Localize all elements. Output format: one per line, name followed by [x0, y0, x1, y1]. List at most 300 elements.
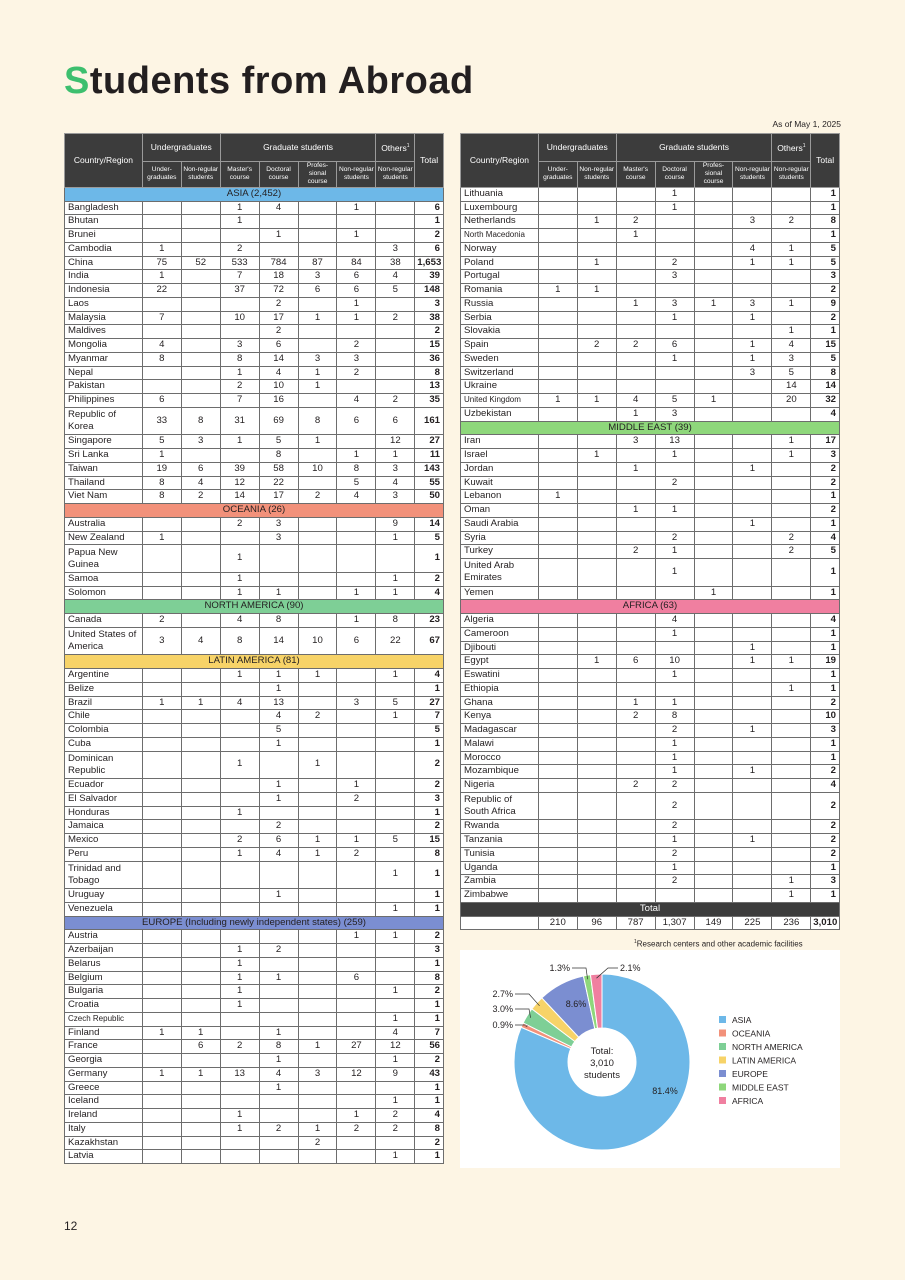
- value-cell: 1: [655, 696, 694, 710]
- value-cell: [298, 545, 337, 573]
- value-cell: [577, 366, 616, 380]
- value-cell: [577, 435, 616, 449]
- value-cell: [376, 806, 415, 820]
- country-name: Chile: [65, 710, 143, 724]
- value-cell: [376, 724, 415, 738]
- value-cell: 10: [220, 311, 259, 325]
- value-cell: 4: [220, 696, 259, 710]
- table-row: [65, 311, 444, 325]
- table-row: [461, 435, 840, 449]
- total-cell: 56: [415, 1040, 444, 1054]
- value-cell: 8: [655, 710, 694, 724]
- value-cell: [220, 682, 259, 696]
- value-cell: 17: [259, 490, 298, 504]
- legend-swatch: [719, 1043, 726, 1050]
- value-cell: [376, 380, 415, 394]
- value-cell: [142, 889, 181, 903]
- value-cell: [694, 751, 733, 765]
- value-cell: 1: [376, 586, 415, 600]
- value-cell: [577, 380, 616, 394]
- total-cell: 8: [811, 366, 840, 380]
- total-cell: 1: [811, 737, 840, 751]
- value-cell: 1: [655, 545, 694, 559]
- value-cell: 4: [655, 614, 694, 628]
- value-cell: [298, 820, 337, 834]
- value-cell: 1: [220, 669, 259, 683]
- header-others: [376, 134, 415, 162]
- value-cell: [298, 1109, 337, 1123]
- value-cell: [577, 682, 616, 696]
- header-others-mark: 1: [802, 143, 806, 149]
- page-number: 12: [64, 1219, 78, 1233]
- value-cell: [181, 1081, 220, 1095]
- value-cell: 2: [655, 724, 694, 738]
- table-row: [65, 449, 444, 463]
- table-row: [461, 284, 840, 298]
- value-cell: [577, 242, 616, 256]
- value-cell: [181, 366, 220, 380]
- value-cell: [142, 325, 181, 339]
- total-cell: 15: [415, 339, 444, 353]
- value-cell: [616, 449, 655, 463]
- value-cell: 3: [733, 366, 772, 380]
- region-row: [65, 504, 444, 518]
- value-cell: [298, 696, 337, 710]
- table-row: [461, 820, 840, 834]
- value-cell: [220, 1054, 259, 1068]
- value-cell: 1: [376, 861, 415, 889]
- value-cell: 1: [220, 1122, 259, 1136]
- value-cell: 2: [772, 531, 811, 545]
- value-cell: 58: [259, 462, 298, 476]
- value-cell: [337, 517, 376, 531]
- value-cell: [376, 971, 415, 985]
- country-name: Sri Lanka: [65, 449, 143, 463]
- value-cell: 3: [655, 407, 694, 421]
- value-cell: [538, 462, 577, 476]
- country-name: Malawi: [461, 737, 539, 751]
- value-cell: [772, 614, 811, 628]
- total-cell: 14: [811, 380, 840, 394]
- value-cell: [142, 1150, 181, 1164]
- value-cell: 1: [337, 229, 376, 243]
- value-cell: [538, 875, 577, 889]
- value-cell: 2: [337, 339, 376, 353]
- value-cell: [181, 572, 220, 586]
- value-cell: 1: [616, 462, 655, 476]
- table-row: [461, 765, 840, 779]
- value-cell: 5: [376, 834, 415, 848]
- total-cell: 14: [415, 517, 444, 531]
- table-row: [65, 614, 444, 628]
- header-sub-4: Profes-sional course: [694, 161, 733, 187]
- country-name: Nepal: [65, 366, 143, 380]
- value-cell: [616, 476, 655, 490]
- value-cell: [772, 586, 811, 600]
- value-cell: [538, 366, 577, 380]
- value-cell: 1: [772, 449, 811, 463]
- value-cell: [694, 311, 733, 325]
- value-cell: [181, 380, 220, 394]
- value-cell: [538, 476, 577, 490]
- value-cell: [538, 889, 577, 903]
- value-cell: [772, 751, 811, 765]
- value-cell: [655, 517, 694, 531]
- value-cell: 22: [259, 476, 298, 490]
- title-first-letter: S: [64, 60, 90, 102]
- value-cell: 1: [376, 1095, 415, 1109]
- value-cell: [298, 957, 337, 971]
- value-cell: 4: [337, 394, 376, 408]
- value-cell: [142, 1054, 181, 1068]
- table-row: [461, 779, 840, 793]
- total-cell: 3: [811, 875, 840, 889]
- total-cell: 43: [415, 1067, 444, 1081]
- donut-chart: [460, 950, 840, 1168]
- value-cell: 4: [142, 339, 181, 353]
- value-cell: [220, 737, 259, 751]
- value-cell: 1: [577, 284, 616, 298]
- table-row: [461, 669, 840, 683]
- value-cell: [298, 242, 337, 256]
- table-row: [65, 834, 444, 848]
- value-cell: [772, 270, 811, 284]
- value-cell: 87: [298, 256, 337, 270]
- value-cell: [220, 449, 259, 463]
- value-cell: 3: [655, 297, 694, 311]
- value-cell: 1: [298, 1122, 337, 1136]
- value-cell: [181, 724, 220, 738]
- value-cell: [655, 462, 694, 476]
- value-cell: [733, 531, 772, 545]
- students-table-left: [64, 133, 444, 1164]
- total-cell: 67: [415, 627, 444, 655]
- table-row: [65, 270, 444, 284]
- value-cell: [655, 380, 694, 394]
- value-cell: 39: [220, 462, 259, 476]
- value-cell: [538, 614, 577, 628]
- value-cell: [142, 971, 181, 985]
- total-cell: 1: [811, 490, 840, 504]
- value-cell: 1: [259, 229, 298, 243]
- value-cell: [772, 462, 811, 476]
- value-cell: [733, 187, 772, 201]
- country-name: Trinidad and Tobago: [65, 861, 143, 889]
- value-cell: 1: [220, 1109, 259, 1123]
- value-cell: [577, 187, 616, 201]
- value-cell: [772, 765, 811, 779]
- center-label: 3,010: [590, 1058, 614, 1069]
- table-row: [65, 669, 444, 683]
- value-cell: 2: [616, 710, 655, 724]
- value-cell: [142, 792, 181, 806]
- table-row: [65, 201, 444, 215]
- country-name: Malaysia: [65, 311, 143, 325]
- value-cell: 69: [259, 407, 298, 435]
- country-name: Tunisia: [461, 847, 539, 861]
- total-cell: 2: [811, 834, 840, 848]
- value-cell: 5: [772, 366, 811, 380]
- value-cell: 1: [259, 1081, 298, 1095]
- header-sub-6: Non-regular students: [772, 161, 811, 187]
- value-cell: 17: [259, 311, 298, 325]
- value-cell: [694, 696, 733, 710]
- value-cell: [694, 724, 733, 738]
- region-header: OCEANIA (26): [65, 504, 444, 518]
- value-cell: [376, 229, 415, 243]
- table-row: [65, 751, 444, 779]
- value-cell: [337, 242, 376, 256]
- value-cell: 1: [220, 201, 259, 215]
- value-cell: 6: [259, 834, 298, 848]
- value-cell: [376, 792, 415, 806]
- value-cell: 3: [181, 435, 220, 449]
- value-cell: [772, 847, 811, 861]
- table-row: [461, 531, 840, 545]
- country-name: Singapore: [65, 435, 143, 449]
- value-cell: 22: [142, 284, 181, 298]
- country-name: Italy: [65, 1122, 143, 1136]
- value-cell: [616, 242, 655, 256]
- total-cell: 9: [811, 297, 840, 311]
- table-row: [65, 352, 444, 366]
- value-cell: 1: [577, 449, 616, 463]
- value-cell: 1: [220, 751, 259, 779]
- country-name: Norway: [461, 242, 539, 256]
- value-cell: [694, 847, 733, 861]
- value-cell: [733, 201, 772, 215]
- value-cell: [142, 1109, 181, 1123]
- country-name: Nigeria: [461, 779, 539, 793]
- total-cell: 23: [415, 614, 444, 628]
- value-cell: [337, 957, 376, 971]
- table-row: [65, 696, 444, 710]
- country-name: Mexico: [65, 834, 143, 848]
- value-cell: 7: [220, 270, 259, 284]
- table-row: [461, 490, 840, 504]
- value-cell: 14: [772, 380, 811, 394]
- value-cell: 1: [616, 297, 655, 311]
- value-cell: [733, 407, 772, 421]
- value-cell: [538, 834, 577, 848]
- value-cell: [298, 779, 337, 793]
- country-name: Morocco: [461, 751, 539, 765]
- table-row: [65, 985, 444, 999]
- country-name: Serbia: [461, 311, 539, 325]
- value-cell: 1: [376, 572, 415, 586]
- value-cell: [538, 724, 577, 738]
- value-cell: 5: [376, 696, 415, 710]
- total-cell: 161: [415, 407, 444, 435]
- value-cell: [142, 944, 181, 958]
- value-cell: [694, 187, 733, 201]
- value-cell: [577, 545, 616, 559]
- value-cell: [142, 999, 181, 1013]
- value-cell: [259, 930, 298, 944]
- table-row: [461, 311, 840, 325]
- country-name: Croatia: [65, 999, 143, 1013]
- value-cell: 2: [259, 297, 298, 311]
- grand-total-blank: [461, 916, 539, 930]
- value-cell: 38: [376, 256, 415, 270]
- total-cell: 1: [415, 957, 444, 971]
- total-cell: 1: [415, 682, 444, 696]
- value-cell: [376, 820, 415, 834]
- value-cell: [772, 641, 811, 655]
- table-row: [461, 559, 840, 587]
- value-cell: 1: [655, 449, 694, 463]
- value-cell: 2: [220, 1040, 259, 1054]
- value-cell: [298, 201, 337, 215]
- value-cell: [538, 504, 577, 518]
- value-cell: [337, 682, 376, 696]
- total-cell: 1: [415, 889, 444, 903]
- country-name: Romania: [461, 284, 539, 298]
- slice-label: 2.7%: [492, 989, 513, 999]
- value-cell: 4: [376, 1026, 415, 1040]
- header-others-mark: 1: [406, 143, 410, 149]
- value-cell: 2: [655, 779, 694, 793]
- total-cell: 8: [415, 366, 444, 380]
- value-cell: 1: [220, 944, 259, 958]
- value-cell: [616, 737, 655, 751]
- value-cell: [538, 710, 577, 724]
- total-cell: 1: [811, 229, 840, 243]
- country-name: Cuba: [65, 737, 143, 751]
- slice-label: 1.3%: [549, 963, 570, 973]
- value-cell: [298, 339, 337, 353]
- value-cell: 13: [220, 1067, 259, 1081]
- value-cell: [538, 792, 577, 820]
- value-cell: 6: [181, 1040, 220, 1054]
- value-cell: [376, 779, 415, 793]
- table-row: [461, 270, 840, 284]
- total-cell: 1: [415, 1150, 444, 1164]
- total-cell: 5: [811, 545, 840, 559]
- value-cell: [616, 765, 655, 779]
- country-name: Greece: [65, 1081, 143, 1095]
- value-cell: [538, 820, 577, 834]
- value-cell: [220, 1012, 259, 1026]
- total-cell: 2: [811, 504, 840, 518]
- value-cell: [694, 792, 733, 820]
- header-country: Country/Region: [461, 134, 539, 188]
- country-name: Madagascar: [461, 724, 539, 738]
- value-cell: 1: [298, 366, 337, 380]
- value-cell: 1: [220, 435, 259, 449]
- value-cell: [694, 352, 733, 366]
- value-cell: [142, 229, 181, 243]
- table-row: [65, 462, 444, 476]
- value-cell: [577, 407, 616, 421]
- value-cell: [694, 834, 733, 848]
- total-cell: 1: [811, 861, 840, 875]
- value-cell: 1: [298, 834, 337, 848]
- value-cell: [538, 229, 577, 243]
- value-cell: 4: [259, 201, 298, 215]
- value-cell: [733, 504, 772, 518]
- value-cell: [259, 1012, 298, 1026]
- table-row: [65, 724, 444, 738]
- value-cell: [298, 517, 337, 531]
- value-cell: 1: [655, 834, 694, 848]
- value-cell: [538, 256, 577, 270]
- value-cell: 20: [772, 394, 811, 408]
- value-cell: [694, 641, 733, 655]
- total-cell: 15: [811, 339, 840, 353]
- region-row: [65, 187, 444, 201]
- value-cell: [181, 545, 220, 573]
- total-label: Total: [461, 902, 840, 916]
- country-name: Brunei: [65, 229, 143, 243]
- table-row: [461, 229, 840, 243]
- table-row: [65, 490, 444, 504]
- table-row: [461, 627, 840, 641]
- value-cell: [259, 957, 298, 971]
- table-row: [461, 792, 840, 820]
- value-cell: [181, 242, 220, 256]
- value-cell: 1: [337, 614, 376, 628]
- value-cell: 1: [376, 669, 415, 683]
- country-name: Brazil: [65, 696, 143, 710]
- value-cell: 1: [259, 1026, 298, 1040]
- region-row: [65, 916, 444, 930]
- value-cell: 1: [577, 215, 616, 229]
- total-cell: 1: [415, 545, 444, 573]
- value-cell: [337, 545, 376, 573]
- value-cell: [181, 339, 220, 353]
- country-name: Viet Nam: [65, 490, 143, 504]
- value-cell: 4: [772, 339, 811, 353]
- value-cell: 1: [259, 779, 298, 793]
- value-cell: 12: [220, 476, 259, 490]
- value-cell: [694, 407, 733, 421]
- value-cell: [577, 531, 616, 545]
- value-cell: 1: [538, 394, 577, 408]
- value-cell: [298, 999, 337, 1013]
- country-name: Bhutan: [65, 215, 143, 229]
- header-sub-2: Master's course: [616, 161, 655, 187]
- header-sub-4: Profes-sional course: [298, 161, 337, 187]
- value-cell: 1: [259, 792, 298, 806]
- table-row: [461, 504, 840, 518]
- value-cell: 1: [220, 572, 259, 586]
- value-cell: [616, 517, 655, 531]
- total-cell: 50: [415, 490, 444, 504]
- value-cell: [142, 779, 181, 793]
- value-cell: 2: [376, 394, 415, 408]
- value-cell: [577, 820, 616, 834]
- value-cell: 8: [337, 462, 376, 476]
- table-row: [461, 325, 840, 339]
- legend-label: OCEANIA: [732, 1028, 771, 1039]
- total-cell: 5: [415, 531, 444, 545]
- value-cell: [298, 1150, 337, 1164]
- value-cell: [538, 641, 577, 655]
- value-cell: 2: [220, 380, 259, 394]
- value-cell: [259, 861, 298, 889]
- table-row: [461, 476, 840, 490]
- value-cell: [733, 820, 772, 834]
- total-cell: 7: [415, 1026, 444, 1040]
- value-cell: 1: [298, 311, 337, 325]
- country-name: Portugal: [461, 270, 539, 284]
- value-cell: [142, 572, 181, 586]
- value-cell: 1: [181, 1067, 220, 1081]
- value-cell: [298, 889, 337, 903]
- value-cell: [337, 820, 376, 834]
- value-cell: 9: [376, 1067, 415, 1081]
